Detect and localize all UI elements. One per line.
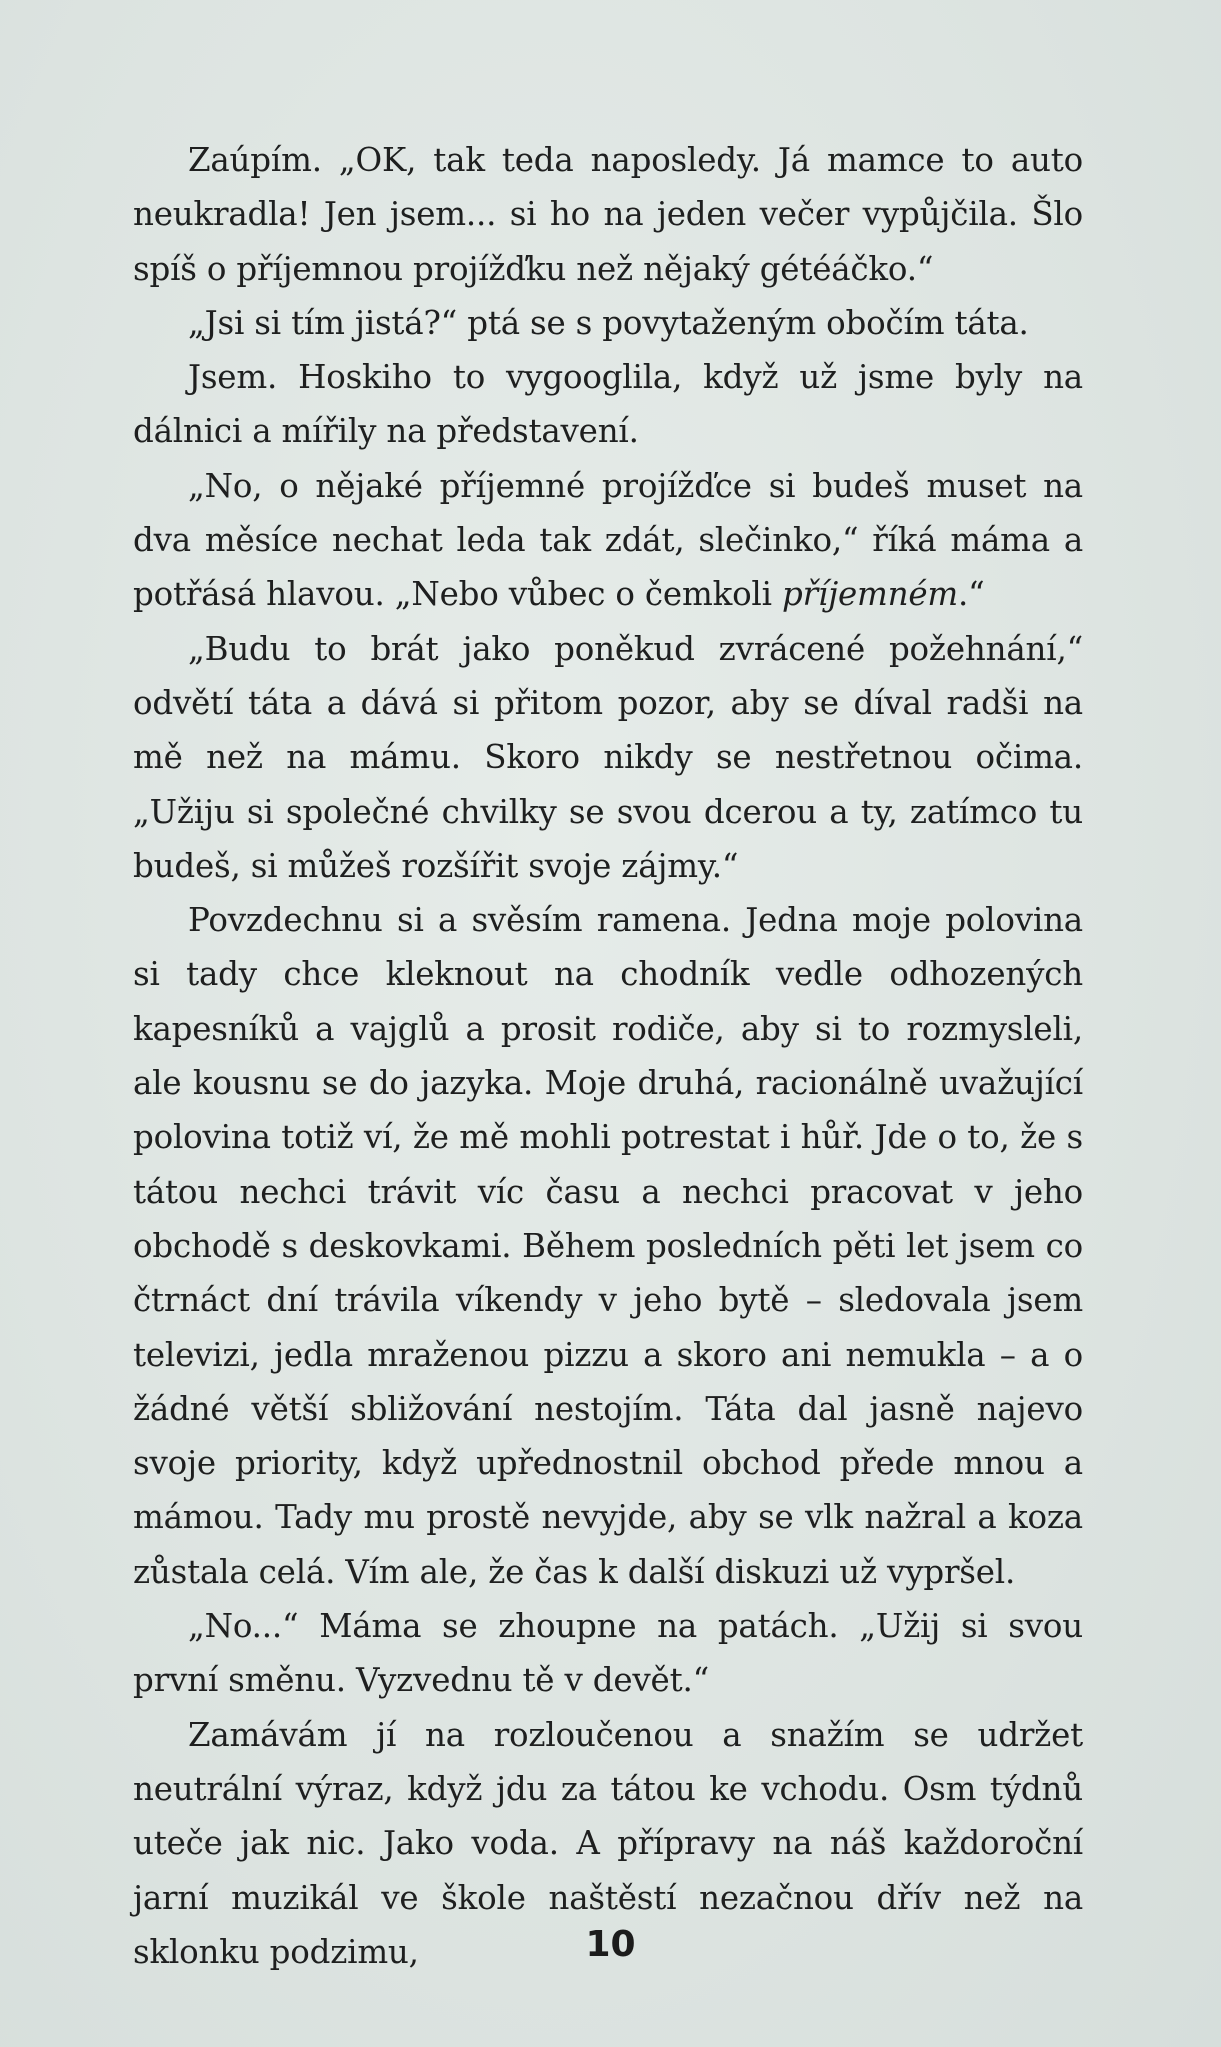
body-text	[133, 133, 1083, 1979]
page-number: 10	[585, 1924, 636, 1965]
paragraph: Zamávám jí na rozloučenou a snažím se udržet neutrální výraz, když jdu za tátou ke vchodu. Osm týdnů uteče jak nic. Jako voda. A přípravy na náš každoroční jarní muzikál ve škole naštěstí nezačnou dřív než na sklonku podzimu,	[133, 1715, 1083, 1971]
paragraph: „No...“ Máma se zhoupne na patách. „Užij si svou první směnu. Vyzvednu tě v devět.“	[133, 1607, 1083, 1700]
paragraph: Povzdechnu si a svěsím ramena. Jedna moje polovina si tady chce kleknout na chodník vedle odhozených kapesníků a vajglů a prosit rodiče, aby si to rozmysleli, ale kousnu se do jazyka. Moje druhá, racionálně uvažující polovina totiž ví, že mě mohli potrestat i hůř. Jde o to, že s tátou nechci trávit víc času a nechci pracovat v jeho obchodě s deskovkami. Během posledních pěti let jsem co čtrnáct dní trávila víkendy v jeho bytě – sledovala jsem televizi, jedla mraženou pizzu a skoro ani nemukla – a o žádné větší sbližování nestojím. Táta dal jasně najevo svoje priority, když upřednostnil obchod přede mnou a mámou. Tady mu prostě nevyjde, aby se vlk nažral a koza zůstala celá. Vím ale, že čas k další diskuzi už vypršel.	[133, 901, 1083, 1591]
paragraph: „Budu to brát jako poněkud zvrácené požehnání,“ odvětí táta a dává si přitom pozor, aby se díval radši na mě než na mámu. Skoro nikdy se nestřetnou očima. „Užiju si společné chvilky se svou dcerou a ty, zatímco tu budeš, si můžeš rozšířit svoje zájmy.“	[133, 629, 1083, 885]
paragraph-text: „No, o nějaké příjemné projížďce si budeš muset na dva měsíce nechat leda tak zdát, slečinko,“ říká máma a potřásá hlavou. „Nebo vůbec o čemkoli	[133, 466, 1083, 614]
paragraph: „Jsi si tím jistá?“ ptá se s povytaženým obočím táta.	[188, 303, 1029, 342]
paragraph-text: .“	[958, 575, 985, 614]
paragraph: Jsem. Hoskiho to vygooglila, když už jsme byly na dálnici a mířily na představení.	[133, 358, 1083, 451]
paragraph	[133, 459, 1083, 622]
paragraph: Zaúpím. „OK, tak teda naposledy. Já mamce to auto neukradla! Jen jsem... si ho na jeden večer vypůjčila. Šlo spíš o příjemnou projížďku než nějaký gétéáčko.“	[133, 141, 1083, 288]
emphasized-word: příjemném	[781, 575, 959, 614]
